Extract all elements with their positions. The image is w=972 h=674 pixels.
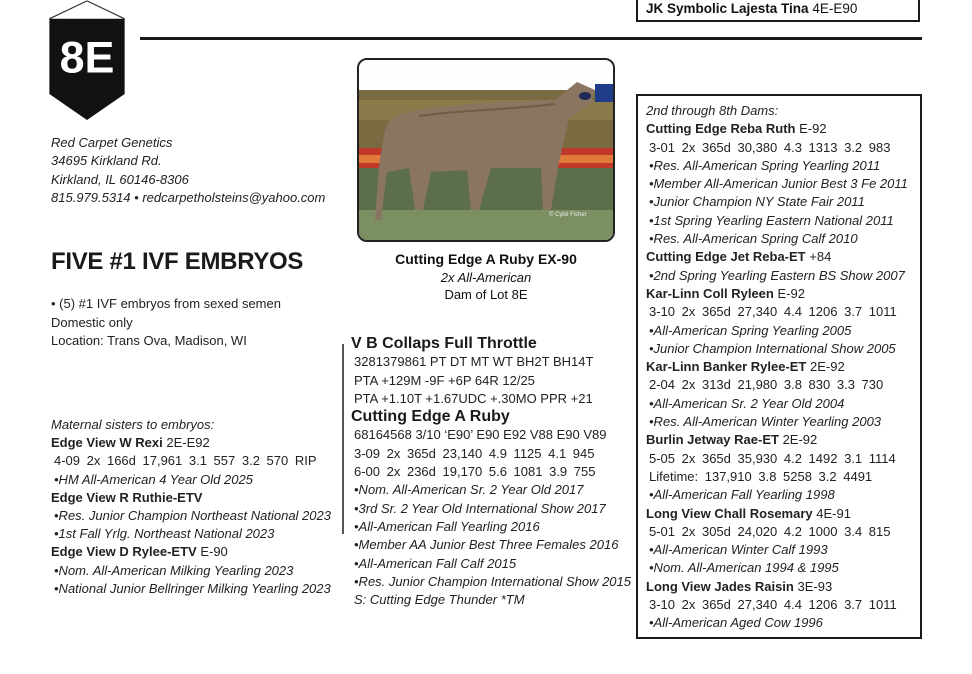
dam-ancestor-award: •All-American Sr. 2 Year Old 2004 [649,395,845,411]
dam-ancestor-name: Cutting Edge Reba Ruth [646,121,796,137]
embryo-details [51,295,281,351]
dam-award: •Res. Junior Champion International Show 2015 [354,573,631,589]
dams-heading: 2nd through 8th Dams: [646,103,779,118]
sire-line: 3281379861 PT DT MT WT BH2T BH14T [354,354,594,370]
sister-award: •Nom. All-American Milking Yearling 2023 [54,562,294,578]
dam-ancestor-award: •All-American Spring Yearling 2005 [649,322,852,338]
dam-ancestor-award: •Res. All-American Winter Yearling 2003 [649,414,882,430]
dam-award: •Nom. All-American Sr. 2 Year Old 2017 [354,482,584,498]
dam-ancestor-award: •Junior Champion International Show 2005 [649,340,896,356]
sisters-heading: Maternal sisters to embryos: [51,417,215,432]
dam-ancestor-record: 3-01 2x 365d 30,380 4.3 1313 3.2 983 [649,139,891,155]
dam-ancestor-record: 5-05 2x 365d 35,930 4.2 1492 3.1 1114 [649,450,896,466]
dam-award: •All-American Fall Calf 2015 [354,555,517,571]
dam-ancestor-award: •Res. All-American Spring Calf 2010 [649,231,858,247]
dam-ancestor-record: 2-04 2x 313d 21,980 3.8 830 3.3 730 [649,377,884,393]
dam-ancestor-score: 3E-93 [797,578,833,594]
dam-award: •3rd Sr. 2 Year Old International Show 2017 [354,500,606,516]
previous-lot-name: JK Symbolic Lajesta Tina [646,1,809,16]
dam-ancestor-name: Burlin Jetway Rae-ET [646,432,779,448]
dam-ancestor-lifetime: Lifetime: 137,910 3.8 5258 3.2 4491 [649,468,873,484]
dam-ancestor-award: •Res. All-American Spring Yearling 2011 [649,157,881,173]
sire-name: V B Collaps Full Throttle [351,335,537,352]
dam-name: Cutting Edge A Ruby [351,408,510,426]
dam-ancestor-name: Long View Jades Raisin [646,578,794,594]
dam-ancestor-name: Long View Chall Rosemary [646,505,813,521]
cow-illustration [359,60,613,240]
dam-ancestor-award: •All-American Winter Calf 1993 [649,542,828,558]
dam-ancestor-award: •Member All-American Junior Best 3 Fe 2011 [649,176,908,192]
sire-dam-block [351,335,631,609]
dam-ancestor-record: 3-10 2x 365d 27,340 4.4 1206 3.7 1011 [649,597,897,613]
lot-headline: FIVE #1 IVF EMBRYOS [51,248,304,275]
detail-line: Location: Trans Ova, Madison, WI [51,333,247,348]
consignor-contact [51,134,325,207]
photo-watermark: © Cybil Fisher [549,212,587,218]
dams-list [646,102,908,633]
dam-ancestor-score: 4E-91 [816,505,851,521]
sister-award: •Res. Junior Champion Northeast National 2023 [54,508,331,524]
caption-line: Dam of Lot 8E [444,287,528,302]
dam-ancestor-record: 5-01 2x 305d 24,020 4.2 1000 3.4 815 [649,523,891,539]
dam-ancestor-award: •2nd Spring Yearling Eastern BS Show 2007 [649,267,905,283]
sister-score: E-90 [200,544,228,560]
dam-record: 6-00 2x 236d 19,170 5.6 1081 3.9 755 [354,464,596,480]
consignor-street: 34695 Kirkland Rd. [51,153,162,169]
dam-ancestor-award: •All-American Fall Yearling 1998 [649,487,835,503]
dam-ancestor-score: 2E-92 [782,432,818,448]
dam-ancestor-award: •Junior Champion NY State Fair 2011 [649,194,865,210]
detail-line: Domestic only [51,314,133,330]
sister-score: 2E-E92 [166,435,210,451]
dam-ancestor-score: E-92 [777,285,805,301]
dam-ancestor-score: 2E-92 [810,359,845,375]
previous-lot-box [636,0,920,22]
dam-ancestor-award: •1st Spring Yearling Eastern National 2011 [649,212,894,228]
dam-ancestor-award: •Nom. All-American 1994 & 1995 [649,560,839,576]
dam-ancestor-record: 3-10 2x 365d 27,340 4.4 1206 3.7 1011 [649,304,897,320]
sister-award: •National Junior Bellringer Milking Yearling 2023 [54,580,331,596]
contact-separator: • [134,189,139,205]
maternal-sisters [51,416,331,598]
detail-line: • (5) #1 IVF embryos from sexed semen [51,296,281,311]
dam-ancestor-award: •All-American Aged Cow 1996 [649,615,823,631]
consignor-city: Kirkland, IL 60146-8306 [51,171,189,187]
dam-record: 3-09 2x 365d 23,140 4.9 1125 4.1 945 [354,445,595,461]
consignor-company: Red Carpet Genetics [51,135,173,150]
dam-sire: S: Cutting Edge Thunder *TM [354,592,525,608]
cow-photo [357,58,615,242]
dam-ancestor-name: Cutting Edge Jet Reba-ET [646,249,806,265]
sister-name: Edge View D Rylee-ETV [51,544,197,560]
sister-name: Edge View R Ruthie-ETV [51,489,203,505]
previous-lot-score: 4E-E90 [812,1,858,16]
dam-award: •All-American Fall Yearling 2016 [354,518,540,534]
caption-line: 2x All-American [440,269,532,285]
pedigree-bar [342,344,344,534]
dam-ancestor-score: E-92 [799,121,827,137]
lot-number: 8E [59,32,115,83]
dam-ancestor-name: Kar-Linn Coll Ryleen [646,285,774,301]
dam-ancestor-name: Kar-Linn Banker Rylee-ET [646,359,807,375]
sire-line: PTA +129M -9F +6P 64R 12/25 [354,372,535,388]
dam-ancestor-score: +84 [809,249,832,265]
caption-title: Cutting Edge A Ruby EX-90 [395,251,577,267]
sister-award: •HM All-American 4 Year Old 2025 [54,471,253,487]
lot-pendant [44,0,130,120]
consignor-phone: 815.979.5314 [51,189,131,205]
dams-box [636,94,922,639]
sister-award: •1st Fall Yrlg. Northeast National 2023 [54,526,275,542]
sire-line: PTA +1.10T +1.67UDC +.30MO PPR +21 [354,390,593,406]
header-rule [140,37,922,40]
consignor-email[interactable]: redcarpetholsteins@yahoo.com [142,189,326,205]
photo-caption [357,251,615,304]
dam-award: •Member AA Junior Best Three Females 2016 [354,537,619,553]
sister-name: Edge View W Rexi [51,435,163,451]
sister-record: 4-09 2x 166d 17,961 3.1 557 3.2 570 RIP [54,453,317,469]
dam-line: 68164568 3/10 ‘E90’ E90 E92 V88 E90 V89 [354,427,607,443]
